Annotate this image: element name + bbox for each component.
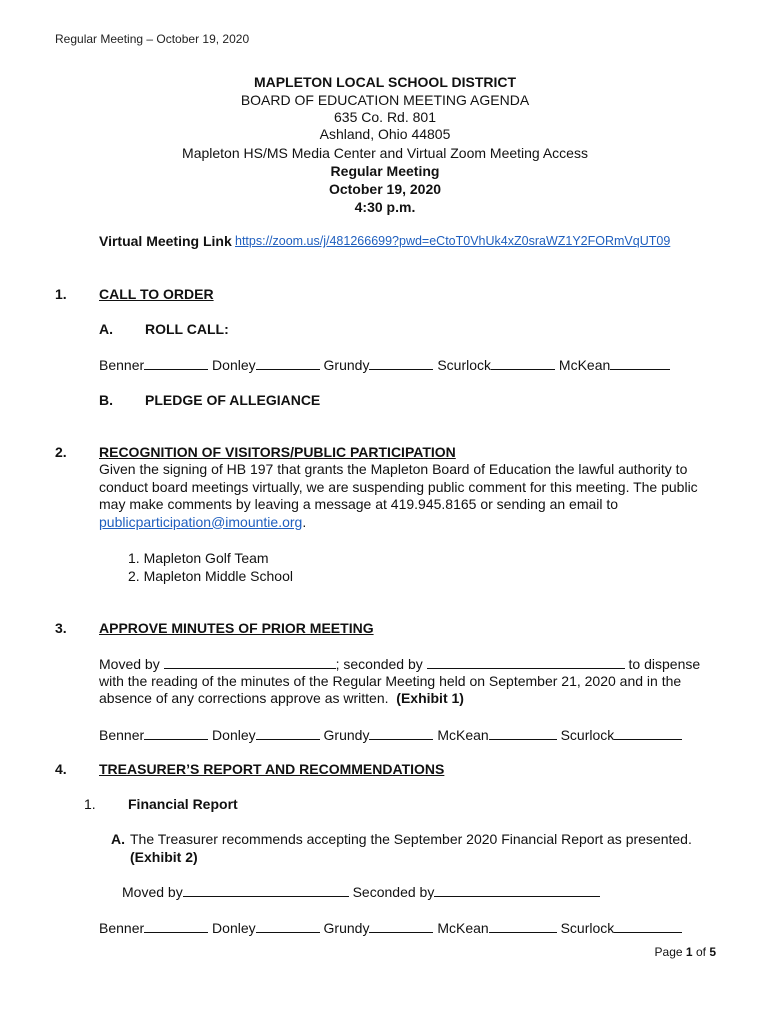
- voter-name: Donley: [212, 727, 256, 743]
- voter-name: Scurlock: [560, 920, 615, 936]
- page-number: [655, 945, 716, 959]
- financial-report-number: 1.: [84, 796, 96, 812]
- vote-blank: [369, 919, 433, 933]
- zoom-link[interactable]: https://zoom.us/j/481266699?pwd=eCtoT0VhUk4xZ0sraWZ1Y2FORmVqUT09: [235, 234, 671, 248]
- vote-blank: [144, 726, 208, 740]
- voter-name: McKean: [437, 727, 489, 743]
- vote-blank: [489, 726, 557, 740]
- financial-report-title: Financial Report: [128, 796, 238, 812]
- list-item: 2. Mapleton Middle School: [128, 568, 293, 584]
- vote-blank: [144, 919, 208, 933]
- virtual-link-label: Virtual Meeting Link: [99, 233, 232, 249]
- section-1-number: 1.: [55, 286, 67, 302]
- section-3-number: 3.: [55, 620, 67, 636]
- meeting-time: 4:30 p.m.: [354, 199, 416, 215]
- voter-name: Donley: [212, 357, 256, 373]
- page-of: of: [695, 945, 706, 959]
- meeting-type: Regular Meeting: [330, 163, 440, 179]
- section-4-number: 4.: [55, 761, 67, 777]
- total-pages: 5: [709, 945, 716, 959]
- pledge-title: PLEDGE OF ALLEGIANCE: [145, 392, 321, 408]
- vote-blank: [144, 356, 208, 370]
- roll-call-line-1: [99, 356, 670, 373]
- item-a-letter: A.: [111, 831, 125, 847]
- vote-blank: [489, 919, 557, 933]
- section-2-number: 2.: [55, 444, 67, 460]
- pledge-letter: B.: [99, 392, 113, 408]
- exhibit-2-label: (Exhibit 2): [130, 849, 198, 865]
- roll-call-title: ROLL CALL:: [145, 321, 229, 337]
- moved-by-label: Moved by: [99, 656, 160, 672]
- minutes-line-2: with the reading of the minutes of the Regular Meeting held on September 21, 2020 and in the: [99, 673, 682, 689]
- item-a-text: The Treasurer recommends accepting the September 2020 Financial Report as presented.: [130, 831, 692, 847]
- seconded-by-blank: [434, 883, 600, 897]
- voter-name: McKean: [437, 920, 489, 936]
- voter-name: Grundy: [323, 920, 370, 936]
- meeting-location: Mapleton HS/MS Media Center and Virtual Zoom Meeting Access: [182, 145, 588, 161]
- seconded-by-label: Seconded by: [352, 884, 435, 900]
- address-line-1: 635 Co. Rd. 801: [334, 109, 436, 125]
- minutes-motion-line: [99, 655, 700, 672]
- financial-motion-line: [122, 883, 600, 900]
- vote-blank: [256, 919, 320, 933]
- agenda-title: BOARD OF EDUCATION MEETING AGENDA: [240, 92, 530, 108]
- to-dispense-text: to dispense: [628, 656, 701, 672]
- exhibit-1-label: (Exhibit 1): [396, 690, 464, 706]
- voter-name: Benner: [99, 920, 145, 936]
- section-4-title: TREASURER’S REPORT AND RECOMMENDATIONS: [99, 761, 445, 777]
- seconded-by-label: ; seconded by: [335, 656, 423, 672]
- seconded-by-blank: [427, 655, 625, 669]
- roll-call-letter: A.: [99, 321, 113, 337]
- voter-name: Grundy: [323, 727, 370, 743]
- vote-blank: [369, 356, 433, 370]
- address-line-2: Ashland, Ohio 44805: [319, 126, 451, 142]
- public-participation-text: [99, 461, 721, 531]
- vote-blank: [614, 919, 682, 933]
- current-page: 1: [685, 945, 693, 959]
- voter-name: Scurlock: [560, 727, 615, 743]
- voter-name: McKean: [558, 357, 611, 373]
- roll-call-line-3: [99, 919, 682, 936]
- vote-blank: [256, 726, 320, 740]
- minutes-line-3: [99, 690, 464, 706]
- moved-by-blank: [164, 655, 336, 669]
- public-participation-email[interactable]: publicparticipation@imountie.org: [99, 513, 303, 530]
- visitor-list: [128, 549, 293, 585]
- section-3-title: APPROVE MINUTES OF PRIOR MEETING: [99, 620, 374, 636]
- body-end: .: [302, 513, 307, 530]
- public-participation-body: Given the signing of HB 197 that grants the Mapleton Board of Education the lawful authority to conduct board meetings virtually, we are suspending public comment for this meeting. The public may make comments by leaving a message at 419.945.8165 or sending an email to: [99, 461, 698, 512]
- vote-blank: [491, 356, 555, 370]
- moved-by-label: Moved by: [122, 884, 183, 900]
- running-header: Regular Meeting – October 19, 2020: [55, 32, 250, 46]
- roll-call-line-2: [99, 726, 682, 743]
- voter-name: Donley: [212, 920, 256, 936]
- minutes-line-3-text: absence of any corrections approve as written.: [99, 690, 389, 706]
- voter-name: Benner: [99, 357, 145, 373]
- section-1-title: CALL TO ORDER: [99, 286, 214, 302]
- voter-name: Benner: [99, 727, 145, 743]
- moved-by-blank: [183, 883, 349, 897]
- list-item: 1. Mapleton Golf Team: [128, 550, 269, 566]
- meeting-date: October 19, 2020: [328, 181, 442, 197]
- vote-blank: [614, 726, 682, 740]
- page-label: Page: [654, 945, 683, 959]
- vote-blank: [369, 726, 433, 740]
- district-name: MAPLETON LOCAL SCHOOL DISTRICT: [253, 74, 517, 90]
- vote-blank: [610, 356, 670, 370]
- section-2-title: RECOGNITION OF VISITORS/PUBLIC PARTICIPATION: [99, 444, 456, 460]
- vote-blank: [256, 356, 320, 370]
- voter-name: Scurlock: [437, 357, 492, 373]
- voter-name: Grundy: [323, 357, 370, 373]
